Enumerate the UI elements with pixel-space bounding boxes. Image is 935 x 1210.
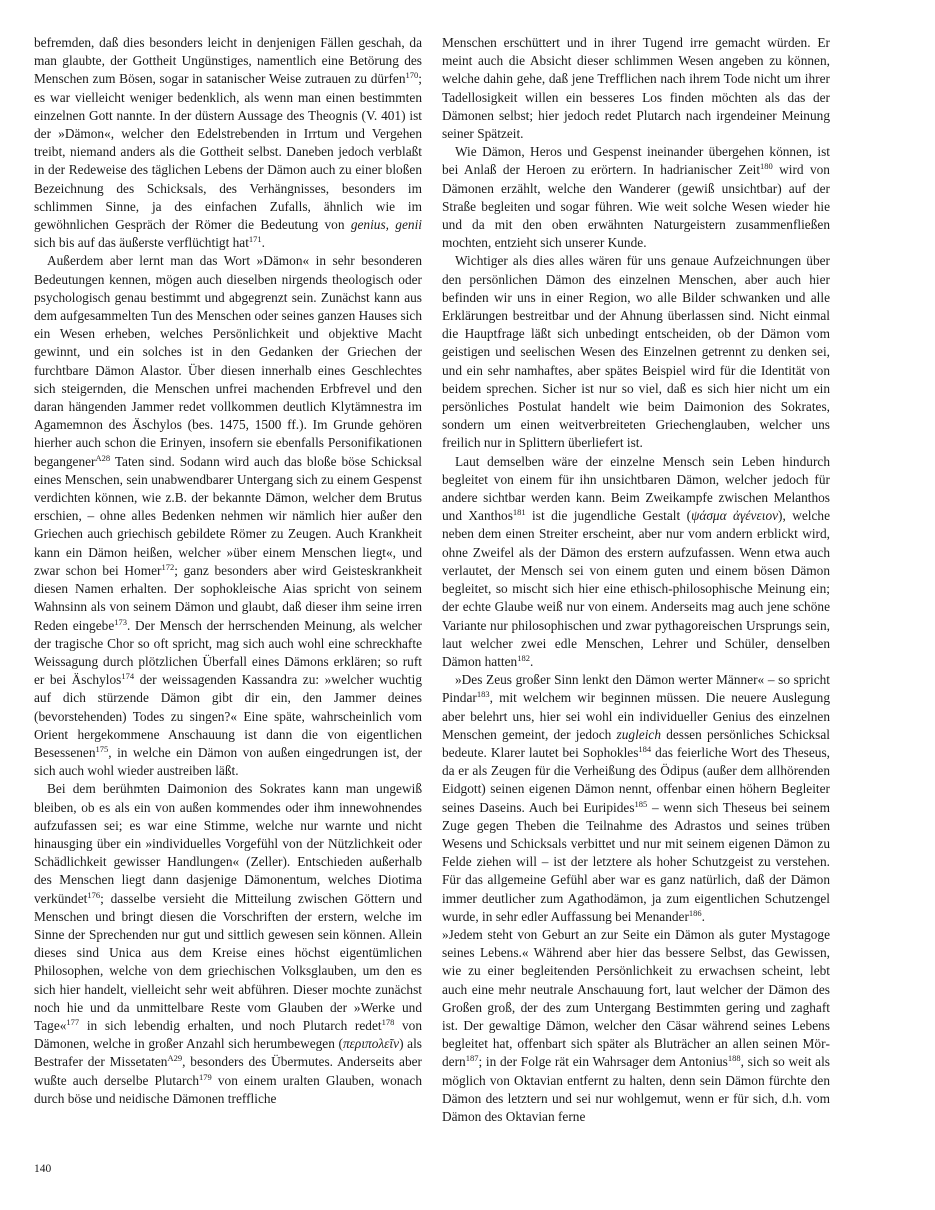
text-run: Taten sind. Sodann wird auch das bloße böse Schicksal eines Menschen, sein unabwendbarer Untergang sich zu einem Gespenst verdichten können, wie z.B. der bekannte Dämon, welcher dem Brutus erschien, – ohne alles Bedenken nehmen wir nämlich hier außer den Griechen auch griechisch gebildete Römer zu Zeugen. Auch Krankheit kann ein Dämon heißen, welcher »über einem Menschen liegt«, und zwar schon bei Homer [34,453,422,578]
left-column [34,34,422,1108]
text-run: . Der Mensch der herrschenden Meinung, als welcher der tragische Chor so oft spricht, mag sich auch wohl eine schreckhafte Weissagung durch plötzlichen Überfall eines Dämons erklären; so ruft er bei Äschylos [34,617,422,688]
italic-text: περιπολεῖν [342,1036,400,1052]
paragraph-zeus [442,671,830,926]
italic-text: ψάσμα ἀγένειον [691,508,779,524]
paragraph-sokrates [34,780,422,1108]
paragraph-wichtiger [442,252,830,452]
footnote-ref: 172 [161,561,175,572]
italic-text: zugleich [616,726,661,742]
footnote-ref: 178 [381,1016,395,1027]
text-run: von einem uralten Glauben, wonach durch böse und neidische Dämonen treffliche [34,1072,422,1106]
text-run: , besonders des Übermutes. Anderseits aber wußte auch derselbe Plutarch [34,1054,423,1088]
footnote-ref: 183 [476,689,490,700]
footnote-ref: 188 [727,1053,741,1064]
paragraph-menschen [442,34,830,143]
text-run: , in welche ein Dämon von außen eingedrungen ist, der sich auch wohl wieder austreiben läßt. [34,744,422,779]
text-run: von Dämonen, welche in großer Anzahl sich herumbewegen ( [34,1017,422,1052]
text-run: ), welche neben dem einen Streiter erscheint, aber nur vom andern erblickt wird, ohne Zweifel als der Dämon des erstern aufzufassen. Wenn etwa auch verlautet, der Mensch sei von einem guten und einem bösen Dämon begleitet, so mischt sich hier eine ethisch-philosophische Meinung ein; der echte Glaube weiß nur von einem. Anderseits mag auch jene schöne Variante nur philosophischen und zwar pythagoreischen Ursprungs sein, laut welcher zwei edle Menschen, Lehrer und Schüler, denselben Dämon hatten [442,508,831,669]
footnote-ref: 173 [114,616,127,627]
text-run: Menschen erschüttert und in ihrer Tugend irre gemacht würden. Er meint auch die Absicht dieser schlimmen Wesen angeben zu können, welche dahin gehe, daß jene Trefflichen nach ihrem Tode nicht um ihrer Tadellosigkeit willen ein besseres Los finden möchten als das der Dämonen selbst; hier jedoch redet Plutarch nach irgendeiner Meinung seiner Spätzeit. [442,35,830,142]
text-run: dessen persönliches Schicksal bedeute. Klarer lautet bei Sophokles [442,726,830,760]
footnote-ref: A29 [167,1053,183,1064]
page-number: 140 [34,1163,52,1175]
text-run: wird von Dämonen erzählt, welche den Wanderer (gewiß unsichtbar) auf der Straße begleiten und sogar führen. Wie weit solche Wesen wieder hie und da mit den oben erwähnten Naturgeistern zusammenfließen mochten, entzieht sich unserer Kunde. [442,162,830,251]
text-run: . [261,235,266,251]
footnote-ref: 179 [199,1071,212,1082]
right-column [442,34,830,1126]
footnote-ref: 187 [465,1053,479,1064]
text-run: – wenn sich Theseus bei seinem Zuge gegen Theben die Teilnahme des Adrastos und seines trüben Wesens und Schicksals verbittet und nur mit seinem eigenen Dämon zu Felde ziehen will – ist der letztere als hoher Schutzgeist zu verstehen. Für das allgemeine Gefühl aber war es ganz natürlich, daß der Dämon immer deutlicher zum Agathodämon, ja zum eigentlichen Schutzengel wurde, in sehr edler Auffassung bei Menander [442,799,830,924]
text-run: Außerdem aber lernt man das Wort »Dämon« in sehr besonderen Bedeutungen kennen, mögen auch dieselben nirgends theologisch oder psychologisch genau bestimmt und abgegrenzt sein. Zunächst kann aus dem aufgesammelten Tun des Menschen oder seines ganzen Hauses sich ein Wesen erheben, welches Persönlichkeit und objektive Macht gewinnt, und ein solches ist in den Gedanken der Griechen der furchtbare Dämon Alastor. Über diesen innerhalb eines Geschlechtes sich steigernden, die Menschen unfrei machenden Erbfrevel und den daran hängenden Jammer redet vollkommen deutlich Klytämnestra im Agamemnon des Äschylos (bes. 1475, 1500 ff.). Im Grunde gehören hierher auch schon die Erinyen, insofern sie ebenfalls Personifikationen begangener [34,253,422,469]
text-run: Wichtiger als dies alles wären für uns genaue Aufzeichnungen über den persönlichen Dämon des einzelnen Menschen, aber auch hier befinden wir uns in einer Region, wo alle Bilder schwanken und alle Erklärungen bestreitbar und der Ahnung überlassen sind. Nicht einmal die Hauptfrage läßt sich unbedingt entscheiden, ob der Dämon vom geistigen und seelischen Wesen des Einzelnen getrennt zu denken sei, und ein sehr namhaftes, aber spätes Beispiel wird für die Identität von beidem sprechen. Sicher ist nur so viel, daß es sich hier nicht um ein persönliches Postulat handelt wie beim Daimonion des Sokrates, sondern um einen weitverbreiteten Griechenglauben, welcher uns freilich nur in Splittern überliefert ist. [442,253,830,451]
text-run: der weissagenden Kassandra zu: »welcher wuchtig auf dich stürzende Dämon gibt dir ein, den Jammer deines (bevorstehenden) Todes zu singen?« Eine späte, wahrscheinlich vom Orient hergekommene Anschauung ist dann die von eigentlichen Besessenen [34,672,422,760]
text-run: ) als Bestrafer der Missetaten [34,1036,422,1070]
text-run: ; ganz besonders aber wird Geisteskrankheit diesen Namen erhalten. Der sophokleische Aias spricht von seinem Wahnsinn als von seinem Dämon und glaubt, daß dieser ihm seine irren Reden eingebe [34,562,422,633]
footnote-ref: 184 [638,743,652,754]
text-run: ; in der Folge rät ein Wahrsager dem Antonius [478,1054,728,1070]
paragraph-laut [442,453,830,671]
text-run: Wie Dämon, Heros und Gespenst ineinander übergehen können, ist bei Anlaß der Heroen zu erörtern. In hadrianischer Zeit [442,144,830,178]
footnote-ref: 185 [634,798,648,809]
text-run: befremden, daß dies besonders leicht in denjenigen Fällen geschah, da man glaubte, der Gottheit Ungünstiges, namentlich eine Betörung des Menschen zum Bösen, sogar in satanischer Weise zutrauen zu dürfen [34,35,422,87]
text-run: . [701,908,706,924]
text-run: ist die jugendliche Gestalt ( [525,508,692,524]
text-run: »Jedem steht von Geburt an zur Seite ein Dämon als guter Mystagoge seines Lebens.« Während aber hier das bessere Selbst, das Gewissen, wie zu einer begleitenden Persönlichkeit zu erwachsen scheint, lebt auch eine mehr neutrale Anschauung fort, laut welcher der Dämon des Großen groß, der des zum Untergang Bestimmten gering und zaghaft ist. Der gewaltige Dämon, welcher den Cäsar während seines Lebens begleitet hat, offenbart sich später als Bluträcher an allen seinen Mördern [442,926,830,1070]
footnote-ref: 186 [688,907,702,918]
text-run: , mit welchem wir beginnen müssen. Die neuere Auslegung aber belehrt uns, hier sei wohl ein individueller Genius des einzelnen Menschen gemeint, der jedoch [442,690,830,742]
text-run: ; es war vielleicht weniger bedenklich, als wenn man einen bestimmten einzelnen Gott nannte. In der düstern Aussage des Theognis (V. 401) ist der »Dämon«, welcher den Edelstrebenden in Irrtum und Vergehen treibt, niemand anders als die Gottheit selbst. Daneben jedoch verblaßt in der Redeweise des täglichen Lebens der Dämon auch zu einer bloßen Bezeichnung des Schicksals, des Verhängnisses, besonders im schlimmen Sinne, ja des einfachen Zufalls, ähnlich wie im gewöhnlichen Gespräch der Römer die Bedeutung von [34,71,422,233]
footnote-ref: 182 [517,652,530,663]
text-run: ; dasselbe versieht die Mitteilung zwischen Göttern und Menschen und bringt diesen die Vorschriften der erstern, welche im Sinne der Sprechenden nur gut und sittlich gewesen sein können. Allein dieses sind Unica aus dem Kreise eines höchst eigentümlichen Philosophen, welche von dem griechischen Volksglauben, um den es sich hier handelt, vielleicht sehr weit abführen. Dieser mochte zunächst noch hie und da unmittelbare Reste vom Glauben der »Werke und Tage« [34,890,422,1033]
text-run: »Des Zeus großer Sinn lenkt den Dämon werter Männer« – so spricht Pindar [442,672,830,706]
footnote-ref: A28 [95,452,111,463]
footnote-ref: 171 [248,234,262,245]
paragraph-heros [442,143,830,252]
footnote-ref: 177 [66,1016,80,1027]
text-run: Laut demselben wäre der einzelne Mensch sein Leben hindurch begleitet von einem für ihn unsichtbaren Dämon, welcher jedoch für andere sichtbar werden kann. Beim Zweikampfe zwischen Melanthos und Xanthos [442,453,830,524]
text-run: in sich lebendig erhalten, und noch Plutarch redet [79,1017,382,1033]
footnote-ref: 174 [121,671,135,682]
text-run: sich bis auf das äußerste verflüchtigt hat [34,235,249,251]
footnote-ref: 181 [512,507,526,518]
footnote-ref: 175 [95,743,109,754]
text-run: . [529,653,534,669]
paragraph-ausserdem [34,252,422,780]
paragraph-opening [34,34,422,252]
footnote-ref: 180 [760,161,773,172]
text-run: , sich so weit als möglich von Oktavian entfernt zu halten, denn sein Dämon fürchte den Dämon des letztern und sei nur wohlgemut, wenn er für sich, d.h. vom Dämon des Oktavian ferne [442,1054,830,1124]
paragraph-jedem [442,926,830,1126]
text-run: das feierliche Wort des Theseus, da er als Zeugen für die Verheißung des Ödipus (außer dem allhörenden Eidgott) seinen eigenen Dämon nennt, offenbar einen höhern Begleiter seines Daseins. Auch bei Euripides [442,744,830,815]
italic-text: genius, genii [350,217,422,233]
footnote-ref: 170 [405,70,419,81]
footnote-ref: 176 [87,889,101,900]
text-run: Bei dem berühmten Daimonion des Sokrates kann man ungewiß bleiben, ob es als ein von außen kommendes oder ihm innewohnendes aufzufassen sei; es war eine Stimme, welche nur warnte und nicht hinausging über ein »individuelles Vorgefühl von der Nützlichkeit oder Schädlichkeit gewisser Handlungen« (Zeller). Entschieden außerhalb des Menschen liegt dann dasjenige Dämonentum, welches Diotima verkündet [34,781,422,906]
